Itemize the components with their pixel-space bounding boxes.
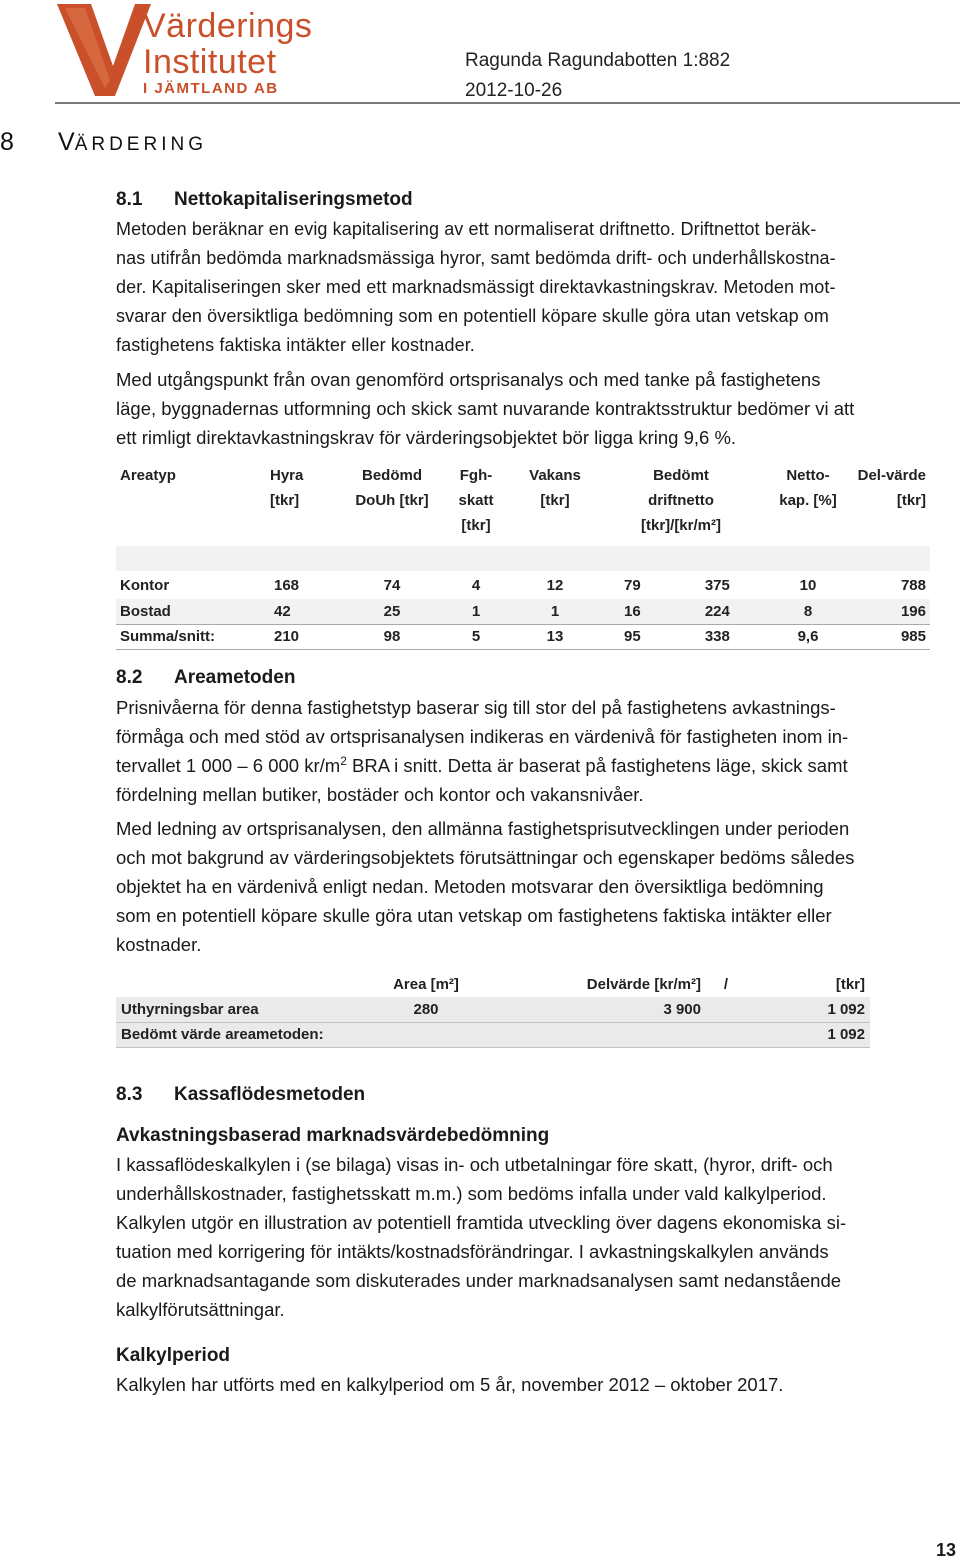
subheading: Kalkylperiod xyxy=(116,1345,231,1366)
table-row: Bedömt värde areametoden: 1 092 xyxy=(116,1022,870,1047)
col-header: Bedömt driftnetto [tkr]/[kr/m²] xyxy=(596,460,766,546)
section-8-1 xyxy=(116,186,952,452)
report-date: 2012-10-26 xyxy=(465,80,563,101)
logo-wordmark: Värderings Institutet I JÄMTLAND AB xyxy=(143,7,313,97)
col-header: Bedömd DoUh [tkr] xyxy=(346,460,438,546)
table-row: Summa/snitt: 210 98 5 13 95 338 9,6 985 xyxy=(116,624,930,649)
table-row: Bostad 42 25 1 1 16 224 8 196 xyxy=(116,599,930,624)
paragraph: Kalkylen har utförts med en kalkylperiod om 5 år, november 2012 – oktober 2017. xyxy=(116,1374,784,1395)
col-header: Hyra [tkr] xyxy=(266,460,346,546)
property-name: Ragunda Ragundabotten 1:882 xyxy=(465,50,731,71)
table-row: Uthyrningsbar area 280 3 900 1 092 xyxy=(116,997,870,1022)
table-header-row: Area [m²] Delvärde [kr/m²] / [tkr] xyxy=(116,972,870,997)
col-header: Fgh- skatt [tkr] xyxy=(438,460,514,546)
area-method-table xyxy=(116,972,870,1048)
header-meta xyxy=(465,46,730,106)
paragraph: Prisnivåerna för denna fastighetstyp baserar sig till stor del på fastighetens avkastnings- förmåga och med stöd av ortsprisanalysen indikeras en värdenivå för fastigheten inom in- tervallet 1 000 – 6 000 $kr/m^2$ BRA i snitt. Detta är baserat på fastighetens läge, skick samt fördelning mellan butiker, bostäder och kontor och vakansnivåer. xyxy=(116,697,849,805)
chapter-heading: 8 VÄRDERING xyxy=(0,128,207,156)
paragraph: Med ledning av ortsprisanalysen, den allmänna fastighetsprisutvecklingen under perioden och mot bakgrund av värderingsobjektets förutsättningar och egenskaper bedöms således objektet ha en värdenivå enligt nedan. Metoden motsvarar den översiktliga bedömning som en potentiell köpare skulle göra utan vetskap om fastighetens faktiska intäkter eller kostnader. xyxy=(116,818,855,955)
col-header: Del-värde [tkr] xyxy=(850,460,930,546)
section-heading: 8.3 Kassaflödesmetoden xyxy=(116,1084,366,1105)
table-row: Kontor 168 74 4 12 79 375 10 788 xyxy=(120,576,926,594)
col-header: Netto- kap. [%] xyxy=(766,460,850,546)
subheading: Avkastningsbaserad marknadsvärdebedömning xyxy=(116,1125,550,1146)
capitalization-table xyxy=(116,460,930,650)
section-heading: 8.1 Nettokapitaliseringsmetod xyxy=(116,189,413,210)
section-heading: 8.2 Areametoden xyxy=(116,667,296,688)
paragraph: I kassaflödeskalkylen i (se bilaga) visas in- och utbetalningar före skatt, (hyror, drift- och underhållskostnader, fastighetsskatt m.m.) som bedöms infalla under vald kalkylperiod. Kalkylen utgör en illustration av potentiell framtida utveckling över dagens ekonomiska si- tuation med korrigering för intäkts/kostnadsförändringar. I avkastningskalkylen används de marknadsantagande som diskuterades under marknadsanalysen samt nedanstående kalkylförutsättningar. xyxy=(116,1154,847,1320)
table-row xyxy=(116,546,930,571)
page-number: 13 xyxy=(935,1540,956,1560)
section-8-3 xyxy=(116,1081,952,1399)
paragraph: Med utgångspunkt från ovan genomförd ortsprisanalys och med tanke på fastighetens läge, byggnadernas utformning och skick samt nuvarande kontraktsstruktur bedömer vi att ett rimligt direktavkastningskrav för värderingsobjektet bör ligga kring 9,6 %. xyxy=(116,369,855,448)
paragraph: Metoden beräknar en evig kapitalisering av ett normaliserat driftnetto. Driftnettot beräk- nas utifrån bedömda marknadsmässiga hyror, samt bedömda drift- och underhållskostna- der. Kapitaliseringen sker med ett marknadsmässigt direktavkastningskrav. Metoden mot- svarar den översiktliga bedömning som en potentiell köpare skulle göra utan vetskap om fastighetens faktiska intäkter eller kostnader. xyxy=(116,219,836,355)
page-header xyxy=(55,0,960,104)
col-header: Areatyp xyxy=(116,460,266,546)
section-8-2 xyxy=(116,664,952,959)
col-header: Vakans [tkr] xyxy=(514,460,596,546)
